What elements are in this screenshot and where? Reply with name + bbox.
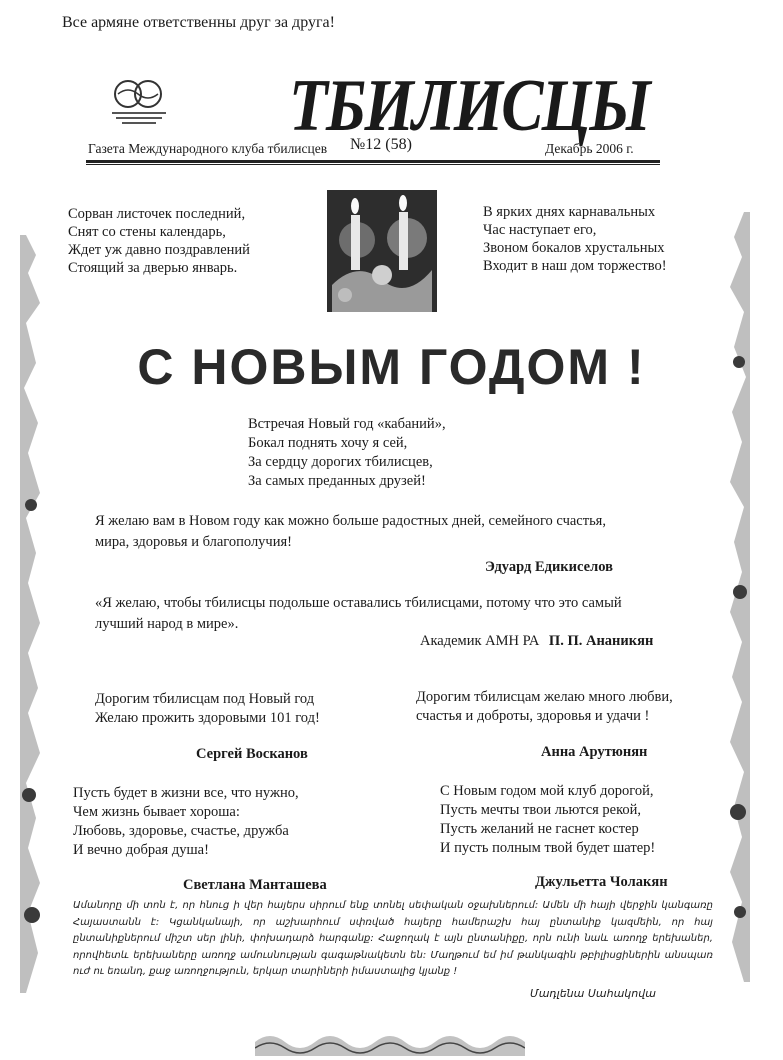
wish-left (95, 690, 320, 728)
bottom-decorative-border (255, 1028, 525, 1056)
wish-right (416, 688, 673, 726)
quote-line: лучший народ в мире». (95, 616, 239, 632)
quote-line: «Я желаю, чтобы тбилисцы подольше оставались тбилисцами, потому что это самый (95, 595, 622, 611)
poem-line: За сердцу дорогих тбилисцев, (248, 454, 433, 470)
wish-line: Желаю прожить здоровыми 101 год! (95, 710, 320, 726)
poem-bottom-right (440, 782, 655, 858)
poem-bottom-left (73, 784, 299, 860)
poem-line: Снят со стены календарь, (68, 224, 226, 240)
poem-right (483, 203, 667, 275)
poem-line: Любовь, здоровье, счастье, дружба (73, 823, 289, 839)
candles-photo (327, 190, 437, 312)
poem-line: С Новым годом мой клуб дорогой, (440, 783, 654, 799)
armenian-author: Մադլենա Սահակովա (530, 987, 656, 1000)
poem-line: Час наступает его, (483, 222, 597, 238)
poem-line: И вечно добрая душа! (73, 842, 209, 858)
issue-number: №12 (58) (350, 136, 412, 153)
author-name: П. П. Ананикян (548, 633, 654, 649)
wish-line: счастья и доброты, здоровья и удачи ! (416, 708, 650, 724)
author-title: Академик АМН РА (420, 633, 540, 649)
armenian-paragraph: Ամանորը մի տոն է, որ հնուց ի վեր հայերս սիրում ենք տոնել սեփական օջախներում: Ամեն մի հայի վերջին կանգառը Հայաստանն է: Կցանկանայի, որ աշխարհում սփռված հայերը համերաշխ հայ ընտանիք կազմեին, որ հայ ընտանիքներում միշտ սեր լինի, փոխադարձ հարգանք: Հաջողակ է այն ընտանիքը, որն ունի նաև առողջ երեխաներ, որովհետև երեխաները առողջ ամուսնության գագաթնակետն են: Մաղթում եմ իմ թանկագին թբիլիսցիներին անսպառ ուժ ու եռանդ, քաջ առողջություն, երկար տարիների իմաստալից կյանք ! (73, 900, 713, 977)
header-divider-thin (86, 164, 660, 165)
masthead-title-text: ТБИЛИСЦЫ (289, 65, 653, 147)
poem-line: В ярких днях карнавальных (483, 204, 656, 220)
poem-line: Встречая Новый год «кабаний», (248, 416, 446, 432)
poem-line: И пусть полным твой будет шатер! (440, 840, 656, 856)
author-name: Анна Арутюнян (541, 744, 648, 760)
author-name: Эдуард Едикиселов (485, 559, 613, 575)
poem-line: Входит в наш дом торжество! (483, 258, 667, 274)
issue-date: Декабрь 2006 г. (545, 141, 634, 156)
poem-line: Пусть будет в жизни все, что нужно, (73, 785, 299, 801)
poem-center (248, 415, 446, 491)
poem-line: Пусть мечты твои льются рекой, (440, 802, 642, 818)
top-slogan: Все армяне ответственны друг за друга! (62, 14, 335, 31)
author-name: Светлана Манташева (183, 877, 327, 893)
poem-line: Сорван листочек последний, (68, 206, 246, 222)
author-line (420, 632, 653, 650)
poem-line: Чем жизнь бывает хороша: (73, 804, 240, 820)
poem-left (68, 205, 250, 277)
wish-line: Дорогим тбилисцам под Новый год (95, 691, 315, 707)
poem-line: За самых преданных друзей! (248, 473, 426, 489)
poem-line: Ждет уж давно поздравлений (68, 242, 250, 258)
author-name: Сергей Восканов (196, 746, 308, 762)
poem-line: Пусть желаний не гаснет костер (440, 821, 639, 837)
author-name: Джульетта Чолакян (535, 874, 668, 890)
newspaper-subtitle: Газета Международного клуба тбилисцев (88, 141, 328, 156)
right-decorative-border (728, 212, 750, 982)
club-logo (108, 76, 170, 128)
wish-text (95, 511, 715, 553)
wish-line: Дорогим тбилисцам желаю много любви, (416, 689, 673, 705)
wish-line: Я желаю вам в Новом году как можно больше радостных дней, семейного счастья, (95, 513, 606, 529)
poem-line: Стоящий за дверью январь. (68, 260, 238, 276)
poem-line: Звоном бокалов хрустальных (483, 240, 665, 256)
left-decorative-border (20, 235, 42, 995)
poem-line: Бокал поднять хочу я сей, (248, 435, 408, 451)
headline: С НОВЫМ ГОДОМ ! (137, 339, 646, 395)
wish-line: мира, здоровья и благополучия! (95, 534, 292, 550)
quote-text (95, 593, 715, 635)
masthead-title (283, 60, 655, 148)
header-divider (86, 160, 660, 163)
